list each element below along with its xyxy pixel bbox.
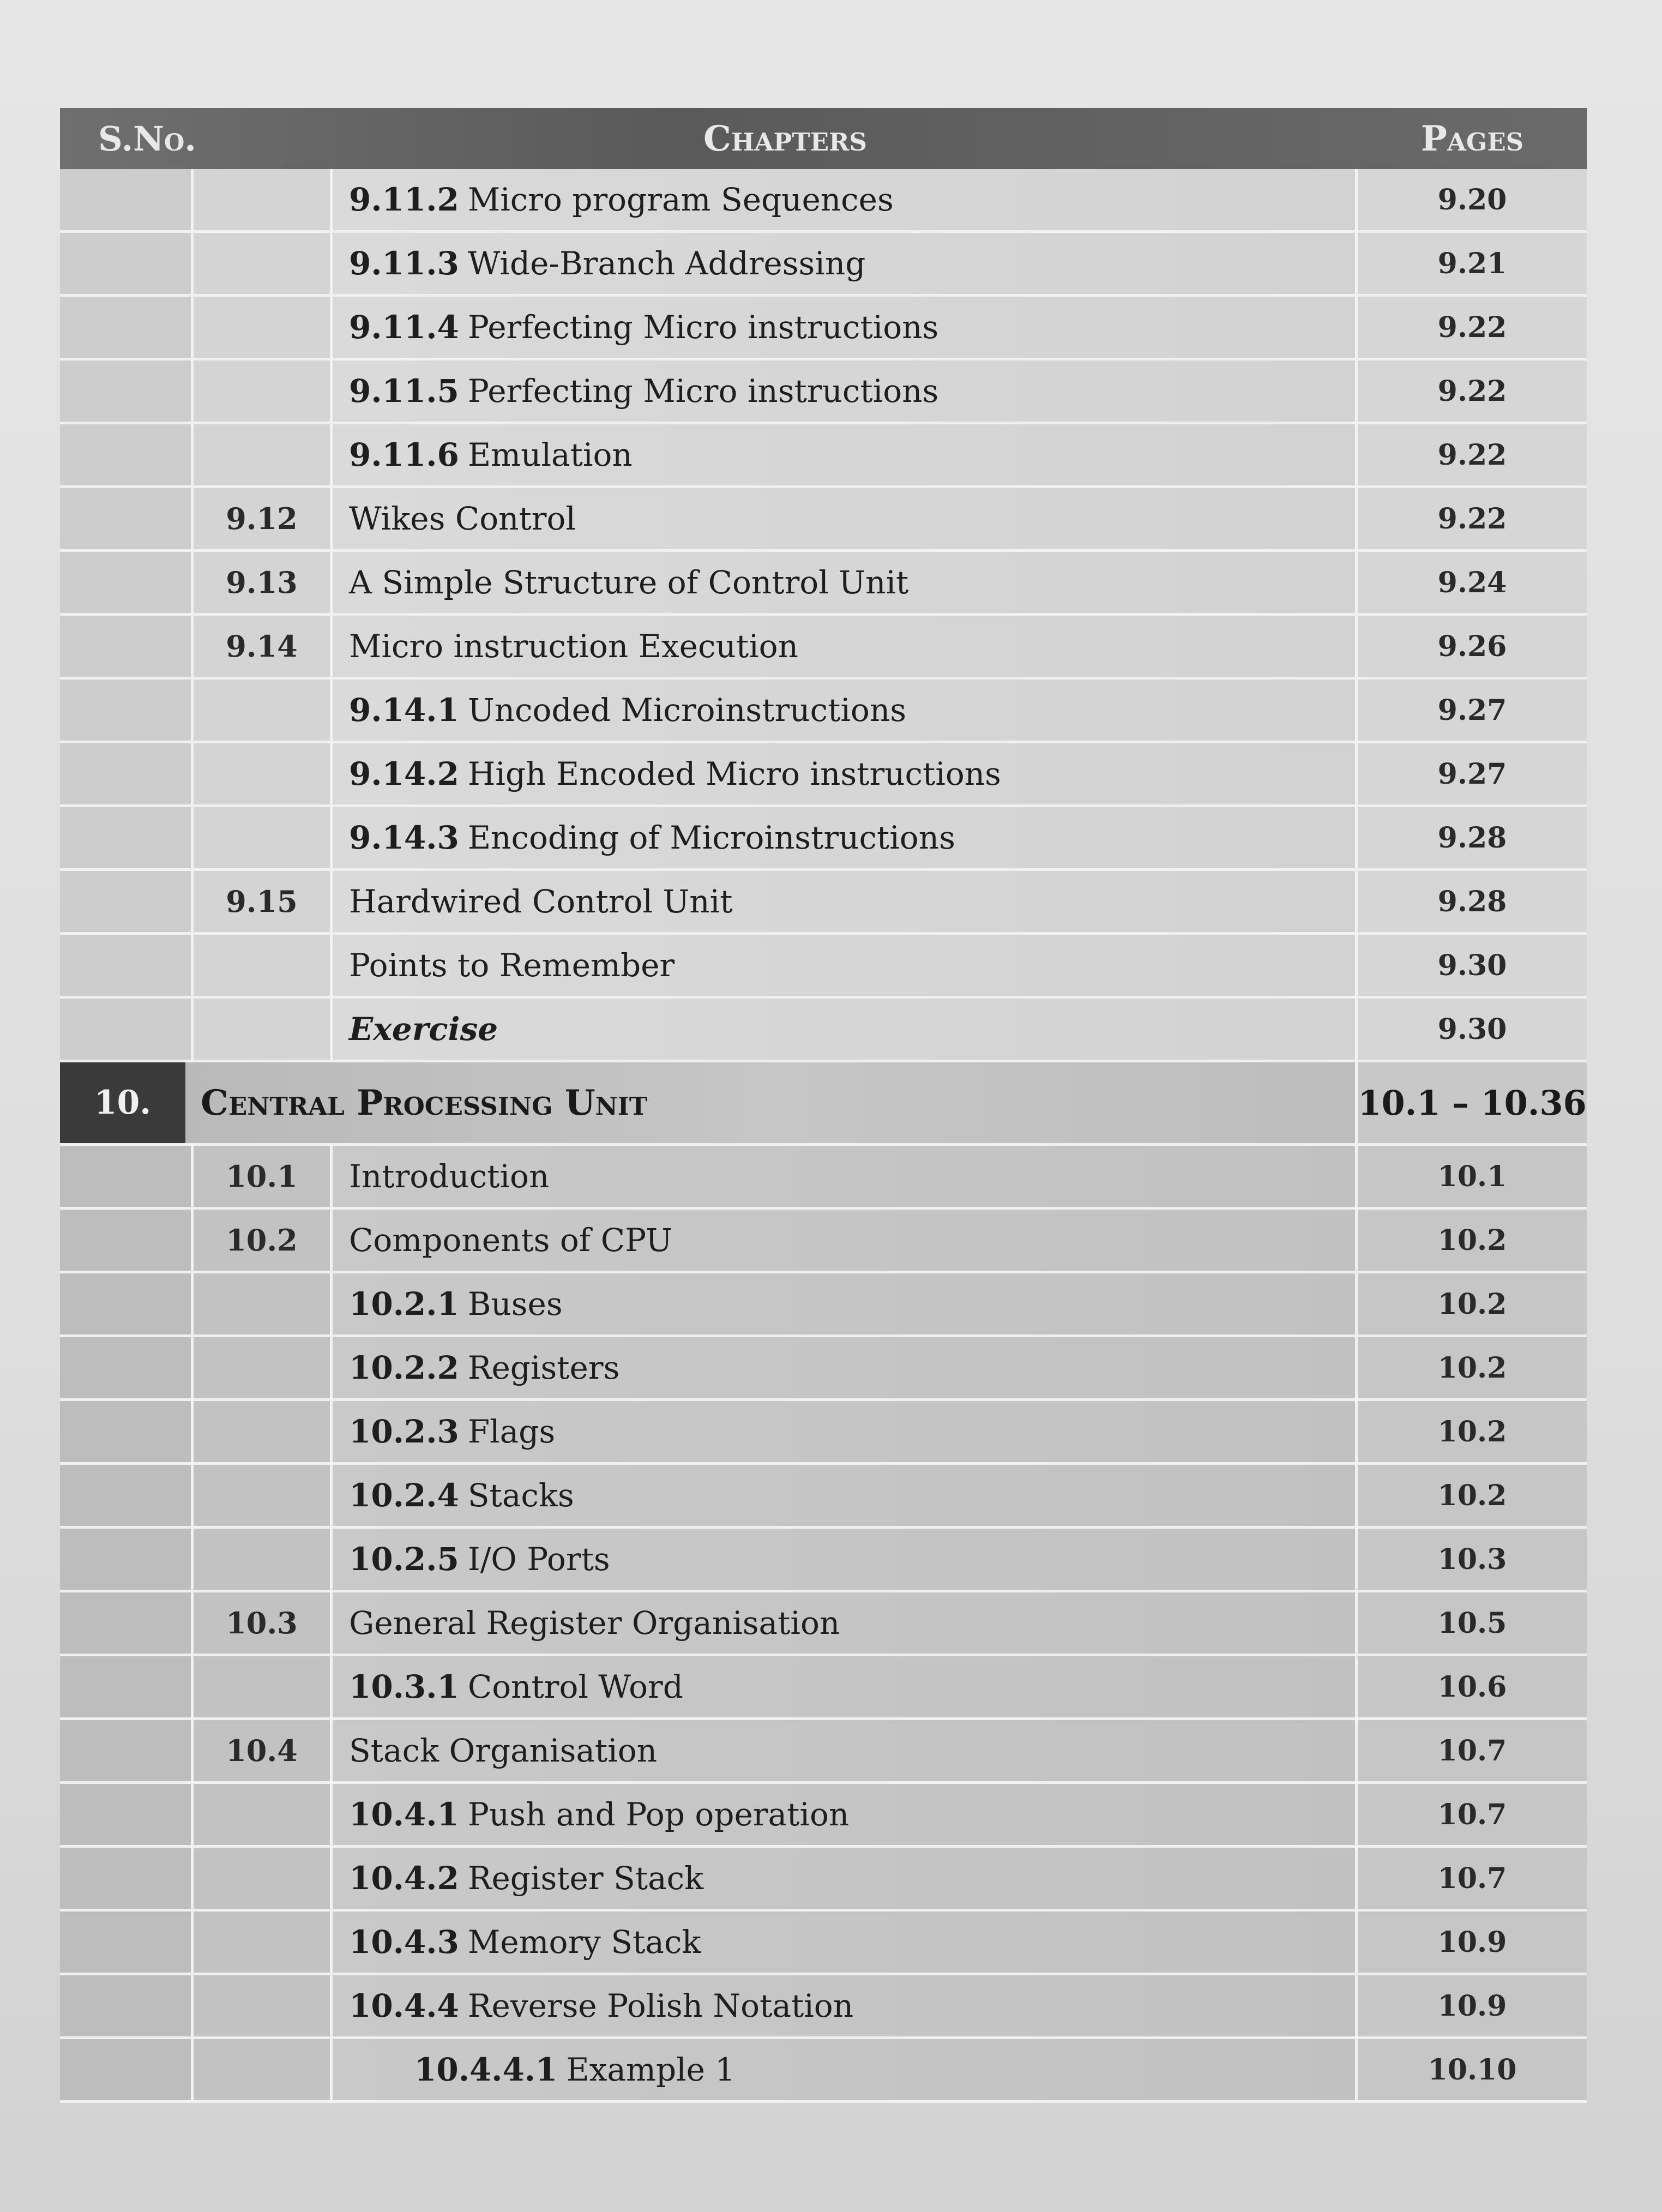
entry-title-cell	[333, 552, 1358, 613]
entry-title: Register Stack	[467, 1860, 704, 1897]
subsection-number: 10.4.2	[349, 1860, 459, 1897]
entry-title: Points to Remember	[349, 947, 675, 984]
entry-title-cell	[333, 233, 1358, 294]
rows-chapter-9	[60, 169, 1587, 1062]
section-number: 9.15	[194, 871, 333, 932]
sno-cell	[60, 1656, 194, 1717]
entry-title: Micro program Sequences	[467, 181, 894, 218]
subsection-number: 10.2.5	[349, 1541, 459, 1578]
sno-cell	[60, 616, 194, 677]
entry-title: Components of CPU	[349, 1222, 672, 1259]
page-number: 9.28	[1358, 807, 1587, 868]
entry-title: Control Word	[467, 1668, 683, 1705]
subsection-number: 10.2.3	[349, 1413, 459, 1450]
entry-title: A Simple Structure of Control Unit	[349, 564, 909, 601]
entry-title-cell	[333, 1784, 1358, 1845]
subsection-number: 10.2.4	[349, 1477, 459, 1514]
entry-title: Wikes Control	[349, 500, 576, 537]
entry-title: Push and Pop operation	[467, 1796, 850, 1833]
section-number	[194, 1465, 333, 1526]
entry-title-cell	[333, 743, 1358, 804]
entry-title-cell	[333, 1465, 1358, 1526]
section-number: 10.1	[194, 1146, 333, 1207]
page-number: 10.3	[1358, 1529, 1587, 1590]
sno-cell	[60, 680, 194, 741]
entry-title: Uncoded Microinstructions	[467, 692, 906, 729]
table-row	[60, 807, 1587, 871]
sno-cell	[60, 552, 194, 613]
section-number	[194, 169, 333, 230]
entry-title-cell	[333, 935, 1358, 996]
entry-title-cell	[333, 1912, 1358, 1973]
page-number: 9.27	[1358, 743, 1587, 804]
page-number: 9.30	[1358, 999, 1587, 1060]
entry-title-cell	[333, 1656, 1358, 1717]
entry-title-cell	[333, 360, 1358, 422]
subsection-number: 10.2.1	[349, 1285, 459, 1323]
page-number: 10.7	[1358, 1784, 1587, 1845]
subsection-number: 9.14.1	[349, 692, 459, 729]
subsection-number: 9.14.2	[349, 755, 459, 792]
page-number: 10.9	[1358, 1975, 1587, 2036]
table-row	[60, 488, 1587, 552]
entry-title-cell	[333, 297, 1358, 358]
table-row	[60, 871, 1587, 935]
entry-title-cell	[333, 999, 1358, 1060]
section-number	[194, 1784, 333, 1845]
entry-title: High Encoded Micro instructions	[467, 755, 1001, 792]
sno-cell	[60, 488, 194, 549]
page-number: 10.6	[1358, 1656, 1587, 1717]
table-row	[60, 552, 1587, 616]
page-number: 9.22	[1358, 297, 1587, 358]
header-chapters: Chapters	[703, 118, 867, 159]
page-number: 10.1	[1358, 1146, 1587, 1207]
page-number: 10.2	[1358, 1210, 1587, 1271]
sno-cell	[60, 1401, 194, 1462]
entry-title-cell	[333, 1529, 1358, 1590]
entry-title: Perfecting Micro instructions	[467, 309, 939, 346]
section-number	[194, 1656, 333, 1717]
table-row	[60, 1975, 1587, 2039]
section-number	[194, 424, 333, 485]
section-number: 9.14	[194, 616, 333, 677]
entry-title-cell	[333, 1848, 1358, 1909]
page-number: 9.20	[1358, 169, 1587, 230]
section-number: 9.13	[194, 552, 333, 613]
entry-title: Registers	[467, 1349, 620, 1386]
entry-title-cell	[333, 680, 1358, 741]
entry-title: Wide-Branch Addressing	[467, 245, 866, 282]
table-row	[60, 935, 1587, 999]
section-number	[194, 1975, 333, 2036]
chapter-pages: 10.1 – 10.36	[1358, 1062, 1587, 1143]
entry-title-cell	[333, 1337, 1358, 1398]
subsection-number: 9.14.3	[349, 819, 459, 856]
entry-title-cell	[333, 169, 1358, 230]
sno-cell	[60, 2039, 194, 2100]
entry-title: Perfecting Micro instructions	[467, 372, 939, 410]
chapter-number: 10.	[60, 1062, 185, 1143]
entry-title: Reverse Polish Notation	[467, 1987, 854, 2024]
subsection-number: 10.4.4	[349, 1987, 459, 2024]
header-pages: Pages	[1420, 118, 1524, 159]
chapter-title: Central Processing Unit	[185, 1062, 1358, 1143]
entry-title: Stacks	[467, 1477, 574, 1514]
sno-cell	[60, 999, 194, 1060]
section-number	[194, 807, 333, 868]
section-number: 10.2	[194, 1210, 333, 1271]
table-row	[60, 680, 1587, 743]
sno-cell	[60, 1337, 194, 1398]
entry-title: Introduction	[349, 1158, 550, 1195]
table-row	[60, 169, 1587, 233]
section-number	[194, 1401, 333, 1462]
page-number: 10.5	[1358, 1592, 1587, 1654]
subsection-number: 9.11.6	[349, 436, 459, 473]
entry-title-cell	[333, 1273, 1358, 1335]
page-number: 9.30	[1358, 935, 1587, 996]
table-row	[60, 1273, 1587, 1337]
page-number: 10.7	[1358, 1720, 1587, 1781]
page-number: 10.10	[1358, 2039, 1587, 2100]
rows-chapter-10	[60, 1146, 1587, 2103]
sno-cell	[60, 1720, 194, 1781]
table-row	[60, 1912, 1587, 1975]
page-number: 10.2	[1358, 1273, 1587, 1335]
entry-title: Memory Stack	[467, 1924, 701, 1961]
section-number	[194, 680, 333, 741]
subsection-number: 9.11.2	[349, 181, 459, 218]
table-row	[60, 1592, 1587, 1656]
sno-cell	[60, 1465, 194, 1526]
page-number: 9.22	[1358, 360, 1587, 422]
page-number: 10.2	[1358, 1401, 1587, 1462]
table-row	[60, 1656, 1587, 1720]
sno-cell	[60, 1848, 194, 1909]
subsection-number: 10.4.4.1	[414, 2051, 558, 2088]
contents-table	[60, 108, 1587, 2103]
entry-title-cell	[333, 2039, 1358, 2100]
table-row	[60, 1784, 1587, 1848]
entry-title-cell	[333, 424, 1358, 485]
section-number	[194, 935, 333, 996]
table-row	[60, 1848, 1587, 1912]
section-number	[194, 297, 333, 358]
entry-title-cell	[333, 1592, 1358, 1654]
table-row	[60, 360, 1587, 424]
page-number: 9.22	[1358, 488, 1587, 549]
table-row	[60, 297, 1587, 360]
page-number: 9.28	[1358, 871, 1587, 932]
entry-title: Hardwired Control Unit	[349, 883, 733, 920]
entry-title-cell	[333, 488, 1358, 549]
subsection-number: 10.4.3	[349, 1924, 459, 1961]
entry-title: Exercise	[349, 1011, 498, 1048]
sno-cell	[60, 1146, 194, 1207]
entry-title: I/O Ports	[467, 1541, 610, 1578]
table-header	[60, 108, 1587, 169]
section-number	[194, 999, 333, 1060]
header-sno: S.No.	[98, 118, 196, 159]
sno-cell	[60, 424, 194, 485]
page-number: 9.26	[1358, 616, 1587, 677]
table-row	[60, 1465, 1587, 1529]
entry-title-cell	[333, 871, 1358, 932]
chapter-row	[60, 1062, 1587, 1146]
entry-title-cell	[333, 616, 1358, 677]
table-row	[60, 616, 1587, 680]
sno-cell	[60, 935, 194, 996]
section-number	[194, 233, 333, 294]
section-number: 9.12	[194, 488, 333, 549]
section-number	[194, 1848, 333, 1909]
entry-title: Encoding of Microinstructions	[467, 819, 955, 856]
sno-cell	[60, 1529, 194, 1590]
page-number: 10.7	[1358, 1848, 1587, 1909]
sno-cell	[60, 297, 194, 358]
sno-cell	[60, 871, 194, 932]
sno-cell	[60, 1912, 194, 1973]
subsection-number: 9.11.5	[349, 372, 459, 410]
entry-title-cell	[333, 1975, 1358, 2036]
entry-title: Flags	[467, 1413, 556, 1450]
table-row	[60, 233, 1587, 297]
entry-title: Example 1	[566, 2051, 736, 2088]
section-number	[194, 360, 333, 422]
table-row	[60, 1401, 1587, 1465]
page-number: 10.2	[1358, 1465, 1587, 1526]
section-number	[194, 1529, 333, 1590]
section-number: 10.3	[194, 1592, 333, 1654]
sno-cell	[60, 233, 194, 294]
section-number	[194, 1273, 333, 1335]
entry-title-cell	[333, 1210, 1358, 1271]
sno-cell	[60, 743, 194, 804]
table-row	[60, 743, 1587, 807]
page-number: 9.24	[1358, 552, 1587, 613]
entry-title-cell	[333, 807, 1358, 868]
page-number: 10.2	[1358, 1337, 1587, 1398]
page-number: 9.21	[1358, 233, 1587, 294]
section-number	[194, 1912, 333, 1973]
sno-cell	[60, 169, 194, 230]
subsection-number: 10.4.1	[349, 1796, 459, 1833]
sno-cell	[60, 1592, 194, 1654]
subsection-number: 10.2.2	[349, 1349, 459, 1386]
sno-cell	[60, 360, 194, 422]
page-number: 9.22	[1358, 424, 1587, 485]
table-row	[60, 2039, 1587, 2103]
section-number	[194, 1337, 333, 1398]
table-row	[60, 1720, 1587, 1784]
entry-title-cell	[333, 1720, 1358, 1781]
entry-title: Emulation	[467, 436, 633, 473]
entry-title: Micro instruction Execution	[349, 628, 798, 665]
sno-cell	[60, 1784, 194, 1845]
page-number: 9.27	[1358, 680, 1587, 741]
subsection-number: 10.3.1	[349, 1668, 459, 1705]
section-number	[194, 2039, 333, 2100]
table-row	[60, 1529, 1587, 1592]
sno-cell	[60, 1975, 194, 2036]
table-row	[60, 424, 1587, 488]
table-row	[60, 1337, 1587, 1401]
entry-title: Buses	[467, 1285, 563, 1323]
table-row	[60, 1146, 1587, 1210]
entry-title-cell	[333, 1146, 1358, 1207]
page-number: 10.9	[1358, 1912, 1587, 1973]
sno-cell	[60, 807, 194, 868]
subsection-number: 9.11.4	[349, 309, 459, 346]
subsection-number: 9.11.3	[349, 245, 459, 282]
sno-cell	[60, 1210, 194, 1271]
table-row	[60, 999, 1587, 1062]
section-number	[194, 743, 333, 804]
entry-title: General Register Organisation	[349, 1604, 840, 1642]
section-number: 10.4	[194, 1720, 333, 1781]
entry-title-cell	[333, 1401, 1358, 1462]
table-row	[60, 1210, 1587, 1273]
entry-title: Stack Organisation	[349, 1732, 658, 1769]
sno-cell	[60, 1273, 194, 1335]
